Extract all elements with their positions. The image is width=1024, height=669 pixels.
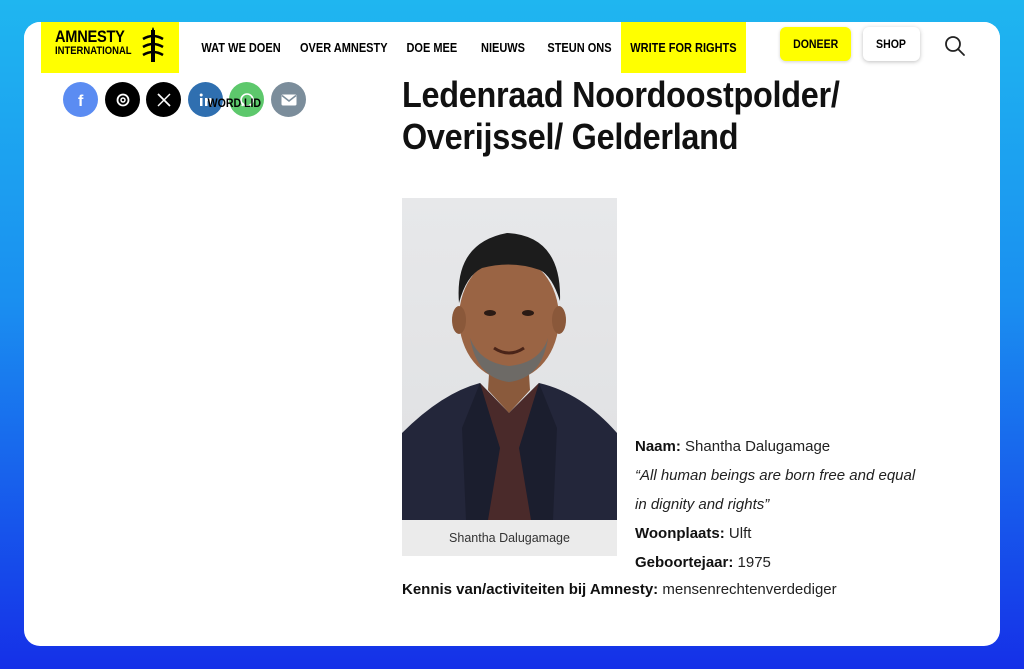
doneer-button[interactable]: DONEER [780,27,851,61]
info-geboortejaar [635,552,771,574]
site-header [24,22,1000,73]
nav-write-for-rights[interactable]: WRITE FOR RIGHTS [621,22,746,73]
shop-button[interactable]: SHOP [863,27,920,61]
nav-steun-ons[interactable]: STEUN ONS [547,40,612,55]
email-icon[interactable] [271,82,306,117]
nav-nieuws[interactable]: NIEUWS [481,40,525,55]
threads-icon[interactable] [105,82,140,117]
info-woonplaats [635,523,751,545]
geboortejaar-value: 1975 [737,554,771,571]
x-icon[interactable] [146,82,181,117]
woonplaats-label: Woonplaats: [635,525,725,542]
nav-over-amnesty[interactable]: OVER AMNESTY [299,40,388,55]
woonplaats-value: Ulft [728,525,752,542]
page-title [402,74,962,158]
naam-value: Shantha Dalugamage [685,438,831,455]
portrait-photo [402,198,617,520]
browser-frame [24,22,1000,646]
photo-caption: Shantha Dalugamage [402,520,617,556]
nav-wat-we-doen[interactable]: WAT WE DOEN [201,40,281,55]
nav-doe-mee[interactable]: DOE MEE [406,40,458,55]
info-quote-line2: in dignity and rights” [635,496,770,513]
page-title-line2: Overijssel/ Gelderland [402,116,739,157]
kennis-label: Kennis van/activiteiten bij Amnesty: [402,581,659,598]
logo-line2: INTERNATIONAL [55,45,132,57]
page-title-line1: Ledenraad Noordoostpolder/ [402,74,840,115]
candle-icon [140,27,166,65]
info-kennis [402,581,837,598]
portrait-illustration [402,198,617,520]
info-naam [635,436,830,458]
logo-line1: AMNESTY [55,27,125,46]
geboortejaar-label: Geboortejaar: [635,554,734,571]
search-icon[interactable] [944,35,966,57]
kennis-value: mensenrechtenverdediger [662,581,837,598]
word-lid-link[interactable]: WORD LID [207,96,262,110]
facebook-icon[interactable] [63,82,98,117]
svg-text:f: f [77,92,83,108]
info-quote-line1: “All human beings are born free and equal [635,467,916,484]
naam-label: Naam: [635,438,681,455]
amnesty-logo[interactable] [41,22,179,73]
